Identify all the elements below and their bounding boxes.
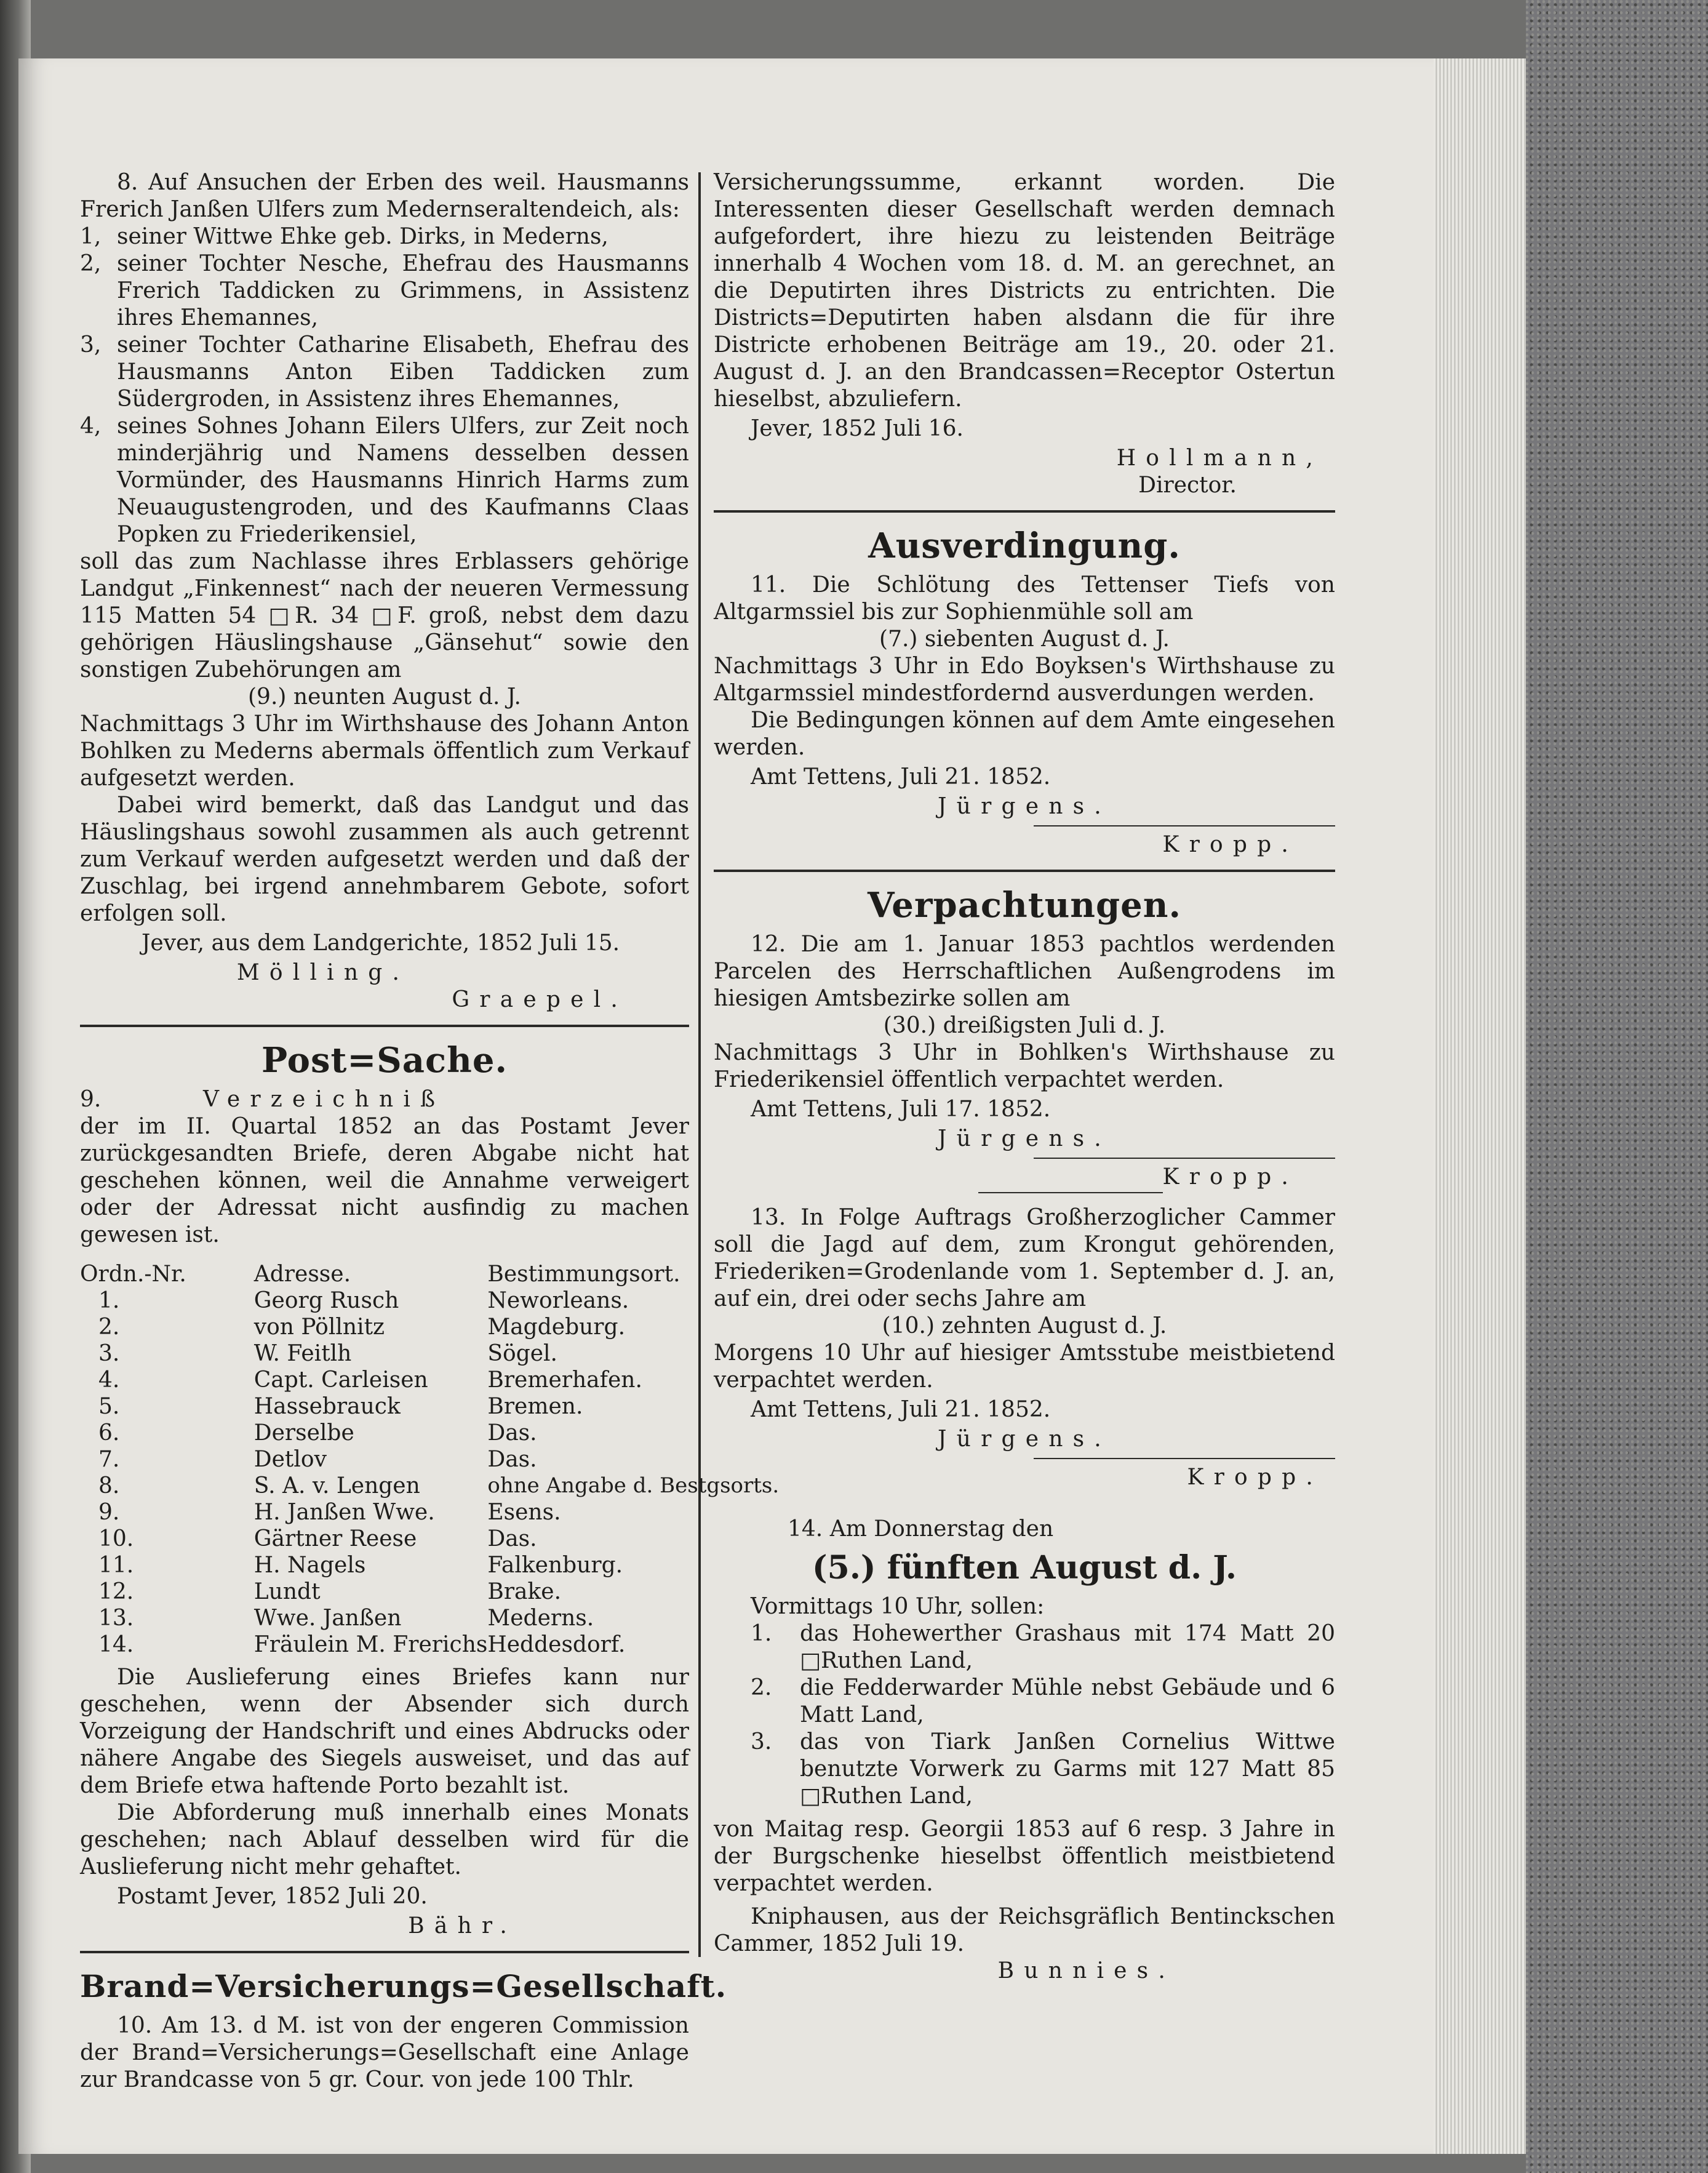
notice-12-text-2: Nachmittags 3 Uhr in Bohlken's Wirthshause zu Friederikensiel öffentlich verpachtet werden. xyxy=(714,1040,1335,1092)
notice-8 xyxy=(80,169,689,1014)
section-rule xyxy=(714,510,1335,513)
verpachtungen-heading: Verpachtungen. xyxy=(868,885,1181,926)
notice-12-date: (30.) dreißigsten Juli d. J. xyxy=(883,1013,1166,1038)
post-note-1: Die Auslieferung eines Briefes kann nur geschehen, wenn der Absender sich durch Vorzeigung der Handschrift und eines Abdrucks oder nähere Angabe des Siegels ausweiset, und das auf dem Briefe etwa haftende Porto bezahlt ist. xyxy=(80,1665,689,1798)
table-row: 9. H. Janßen Wwe. Esens. xyxy=(98,1500,561,1525)
notice-12-signature-2: Kropp. xyxy=(1162,1164,1298,1190)
notice-14-signature: Bunnies. xyxy=(997,1958,1175,1983)
column-divider xyxy=(698,172,701,1957)
signature-rule xyxy=(1034,1458,1335,1459)
brand-continued xyxy=(714,169,1335,499)
ausverdingung-text-2: Nachmittags 3 Uhr in Edo Boyksen's Wirthshause zu Altgarmssiel mindestfordernd ausverdungen werden. xyxy=(714,654,1335,706)
post-number: 9. xyxy=(80,1087,102,1112)
column-header: Adresse. xyxy=(253,1262,351,1287)
notice-14-time: Vormittags 10 Uhr, sollen: xyxy=(751,1594,1045,1619)
notice-14 xyxy=(714,1516,1335,1985)
table-row: 14. Fräulein M. Frerichs Heddesdorf. xyxy=(98,1632,626,1657)
notice-13-place: Amt Tettens, Juli 21. 1852. xyxy=(751,1397,1051,1422)
column-header: Ordn.-Nr. xyxy=(80,1262,186,1287)
list-item: 3. das von Tiark Janßen Cornelius Wittwe benutzte Vorwerk zu Garms mit 127 Matt 85 □Ruthen Land, xyxy=(751,1729,1335,1809)
notice-8-heirs-list xyxy=(80,223,689,548)
list-item: 2. die Fedderwarder Mühle nebst Gebäude und 6 Matt Land, xyxy=(751,1675,1335,1727)
ausverdingung-signature-1: Jürgens. xyxy=(938,794,1111,819)
brand-continued-text: Versicherungssumme, erkannt worden. Die Interessenten dieser Gesellschaft werden demnach aufgefordert, ihre hiezu zu leistenden Beiträge innerhalb 4 Wochen vom 18. d. M. an gerechnet, an die Deputirten ihres Districts zu entrichten. Die Districts=Deputirten haben alsdann die für ihre Districte erhobenen Beiträge am 19., 20. oder 21. August d. J. an den Brandcassen=Receptor Ostertun hieselbst, abzuliefern. xyxy=(714,170,1335,412)
page-edges xyxy=(1434,58,1526,2154)
section-rule xyxy=(714,870,1335,872)
notice-12-place: Amt Tettens, Juli 17. 1852. xyxy=(751,1097,1051,1122)
brand-place: Jever, 1852 Juli 16. xyxy=(751,416,964,441)
left-column xyxy=(80,169,780,2094)
list-item: 4, seines Sohnes Johann Eilers Ulfers, zur Zeit noch minderjährig und Namens desselben dessen Vormünder, des Hausmanns Hinrich Harms zum Neuaugustengroden, und des Kaufmanns Claas Popken zu Friederikensiel, xyxy=(80,414,689,547)
notice-8-date: (9.) neunten August d. J. xyxy=(248,684,521,710)
post-section xyxy=(80,1038,780,1940)
section-rule xyxy=(80,1025,689,1027)
table-row: 6. Derselbe Das. xyxy=(98,1420,537,1446)
post-title-row xyxy=(80,1086,689,1113)
post-heading: Post=Sache. xyxy=(261,1040,508,1081)
table-row: 2. von Pöllnitz Magdeburg. xyxy=(98,1315,626,1340)
notice-8-place: Jever, aus dem Landgerichte, 1852 Juli 15. xyxy=(142,930,620,956)
list-item: 2, seiner Tochter Nesche, Ehefrau des Hausmanns Frerich Taddicken zu Grimmens, in Assistenz ihres Ehemannes, xyxy=(80,251,689,330)
brand-text: 10. Am 13. d M. ist von der engeren Commission der Brand=Versicherungs=Gesellschaft eine Anlage zur Brandcasse von 5 gr. Cour. von jede 100 Thlr. xyxy=(80,2013,689,2092)
notice-8-intro: 8. Auf Ansuchen der Erben des weil. Hausmanns Frerich Janßen Ulfers zum Medernseraltendeich, als: xyxy=(80,170,689,222)
table-row: 10. Gärtner Reese Das. xyxy=(98,1526,537,1551)
marbled-cover xyxy=(1526,0,1708,2173)
returned-letters-table xyxy=(80,1261,779,1658)
post-title: Verzeichniß xyxy=(203,1087,445,1112)
notice-14-date: (5.) fünften August d. J. xyxy=(812,1549,1237,1587)
brand-signature-role: Director. xyxy=(1138,473,1237,498)
ausverdingung-place: Amt Tettens, Juli 21. 1852. xyxy=(751,764,1051,790)
list-item: 3, seiner Tochter Catharine Elisabeth, Ehefrau des Hausmanns Anton Eiben Taddicken zum Südergroden, in Assistenz ihres Ehemannes, xyxy=(80,332,689,412)
notice-14-place: Kniphausen, aus der Reichsgräflich Bentinckschen Cammer, 1852 Juli 19. xyxy=(714,1904,1335,1956)
verpachtungen-section xyxy=(714,883,1335,1491)
notice-13-text: 13. In Folge Auftrags Großherzoglicher Cammer soll die Jagd auf dem, zum Krongut gehörenden, Friederiken=Grodenlande vom 1. September d. J. an, auf ein, drei oder sechs Jahre am xyxy=(714,1205,1335,1311)
brand-heading: Brand=Versicherungs=Gesellschaft. xyxy=(80,1968,727,2004)
ausverdingung-signature-2: Kropp. xyxy=(1162,832,1298,857)
list-item: 1. das Hohewerther Grashaus mit 174 Matt 20 □Ruthen Land, xyxy=(751,1621,1335,1673)
notice-14-intro: 14. Am Donnerstag den xyxy=(788,1516,1054,1542)
ausverdingung-date: (7.) siebenten August d. J. xyxy=(879,626,1170,652)
table-row: 3. W. Feitlh Sögel. xyxy=(98,1341,558,1366)
table-row: 8. S. A. v. Lengen ohne Angabe d. Bestgsorts. xyxy=(98,1473,780,1499)
post-place: Postamt Jever, 1852 Juli 20. xyxy=(117,1884,428,1909)
brand-signature: Hollmann, xyxy=(1116,446,1323,471)
list-item: 1, seiner Wittwe Ehke geb. Dirks, in Mederns, xyxy=(80,224,609,249)
column-header: Bestimmungsort. xyxy=(487,1262,680,1287)
table-row: 7. Detlov Das. xyxy=(98,1447,537,1472)
notice-8-signature-2: Graepel. xyxy=(452,987,628,1012)
table-row: 1. Georg Rusch Neworleans. xyxy=(98,1288,629,1313)
notice-13-signature-2: Kropp. xyxy=(1187,1465,1323,1490)
ausverdingung-text-3: Die Bedingungen können auf dem Amte eingesehen werden. xyxy=(714,708,1335,760)
notice-14-text: von Maitag resp. Georgii 1853 auf 6 resp. 3 Jahre in der Burgschenke hieselbst öffentlich meistbietend verpachtet werden. xyxy=(714,1817,1335,1896)
notice-8-signature-1: Mölling. xyxy=(236,960,410,985)
brand-section xyxy=(80,1964,727,2094)
signature-rule xyxy=(1034,825,1335,826)
notice-8-body2: Nachmittags 3 Uhr im Wirthshause des Johann Anton Bohlken zu Mederns abermals öffentlich zum Verkauf aufgesetzt werden. xyxy=(80,711,689,791)
right-column xyxy=(714,169,1335,1985)
notice-13-date: (10.) zehnten August d. J. xyxy=(882,1313,1167,1339)
notice-8-body3: Dabei wird bemerkt, daß das Landgut und das Häuslingshaus sowohl zusammen als auch getrennt zum Verkauf werden aufgesetzt werden und daß der Zuschlag, bei irgend annehmbarem Gebote, sofort erfolgen soll. xyxy=(80,793,689,926)
notice-13-signature-1: Jürgens. xyxy=(938,1427,1111,1452)
notice-13-text-2: Morgens 10 Uhr auf hiesiger Amtsstube meistbietend verpachtet werden. xyxy=(714,1340,1335,1393)
table-row: 13. Wwe. Janßen Mederns. xyxy=(98,1606,594,1631)
notice-12-text: 12. Die am 1. Januar 1853 pachtlos werdenden Parcelen des Herrschaftlichen Außengrodens im hiesigen Amtsbezirke sollen am xyxy=(714,932,1335,1011)
ausverdingung-text: 11. Die Schlötung des Tettenser Tiefs von Altgarmssiel bis zur Sophienmühle soll am xyxy=(714,572,1335,625)
table-row: 12. Lundt Brake. xyxy=(98,1579,562,1604)
ausverdingung-section xyxy=(714,524,1335,858)
table-row: 4. Capt. Carleisen Bremerhafen. xyxy=(98,1367,642,1393)
notice-12-signature-1: Jürgens. xyxy=(938,1126,1111,1151)
post-note-2: Die Abforderung muß innerhalb eines Monats geschehen; nach Ablauf desselben wird für die Auslieferung nicht mehr gehaftet. xyxy=(80,1800,689,1879)
separator-rule xyxy=(978,1192,1163,1193)
notice-14-property-list xyxy=(714,1620,1335,1810)
ausverdingung-heading: Ausverdingung. xyxy=(868,526,1181,566)
post-signature: Bähr. xyxy=(408,1913,517,1939)
table-row: 11. H. Nagels Falkenburg. xyxy=(98,1553,623,1578)
post-intro: der im II. Quartal 1852 an das Postamt Jever zurückgesandten Briefe, deren Abgabe nicht hat geschehen können, weil die Annahme verweigert oder der Adressat nicht ausfindig zu machen gewesen ist. xyxy=(80,1114,689,1247)
table-header-row xyxy=(80,1261,779,1287)
section-rule xyxy=(80,1951,689,1953)
table-row: 5. Hassebrauck Bremen. xyxy=(98,1394,583,1419)
signature-rule xyxy=(1034,1158,1335,1159)
notice-8-body: soll das zum Nachlasse ihres Erblassers gehörige Landgut „Finkennest“ nach der neueren Vermessung 115 Matten 54 □R. 34 □F. groß, nebst dem dazu gehörigen Häuslingshause „Gänsehut“ sowie den sonstigen Zubehörungen am xyxy=(80,549,689,682)
